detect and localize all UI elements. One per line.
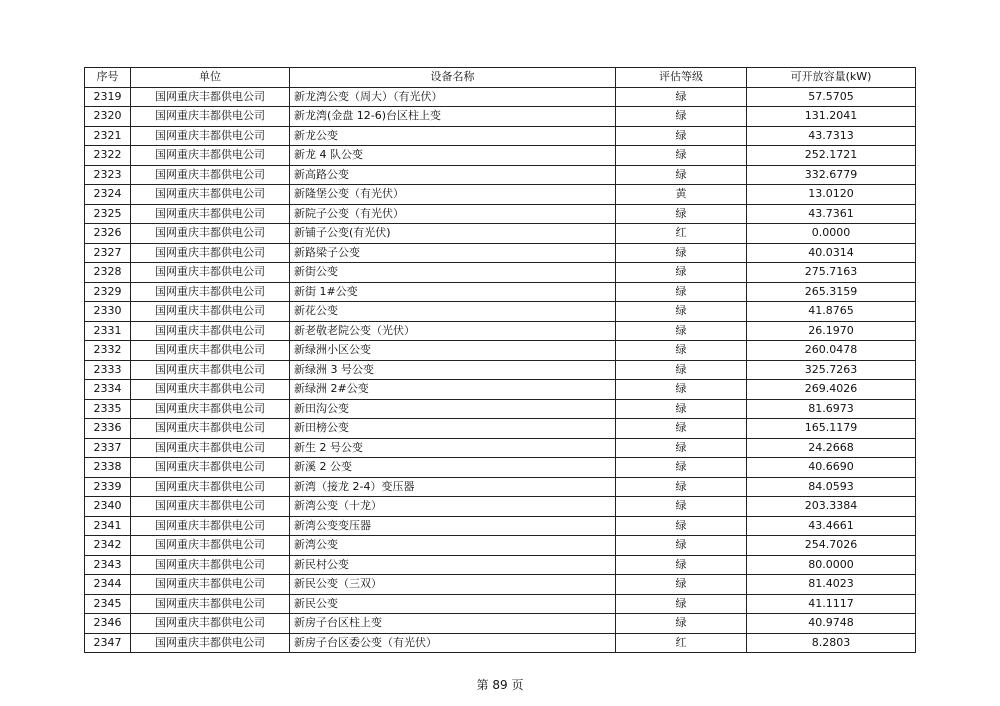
unit-cell: 国网重庆丰都供电公司 [131,107,290,127]
grade-cell: 绿 [616,516,747,536]
unit-cell: 国网重庆丰都供电公司 [131,633,290,653]
serial-no-cell: 2324 [85,185,131,205]
capacity-cell: 40.9748 [747,614,916,634]
grade-cell: 绿 [616,399,747,419]
capacity-cell: 57.5705 [747,87,916,107]
table-row [85,380,916,400]
grade-cell: 绿 [616,126,747,146]
device-name-cell: 新绿洲 3 号公变 [290,360,616,380]
table-row [85,146,916,166]
serial-no-cell: 2343 [85,555,131,575]
device-name-cell: 新田榜公变 [290,419,616,439]
unit-cell: 国网重庆丰都供电公司 [131,165,290,185]
capacity-cell: 84.0593 [747,477,916,497]
grade-cell: 绿 [616,614,747,634]
grade-cell: 绿 [616,87,747,107]
device-name-cell: 新龙公变 [290,126,616,146]
table-row [85,360,916,380]
capacity-cell: 40.6690 [747,458,916,478]
serial-no-cell: 2322 [85,146,131,166]
table-row [85,497,916,517]
table-row [85,87,916,107]
serial-no-cell: 2336 [85,419,131,439]
grade-cell: 绿 [616,204,747,224]
unit-cell: 国网重庆丰都供电公司 [131,341,290,361]
grade-cell: 绿 [616,107,747,127]
table-row [85,107,916,127]
table-row [85,282,916,302]
serial-no-cell: 2323 [85,165,131,185]
unit-cell: 国网重庆丰都供电公司 [131,516,290,536]
serial-no-cell: 2319 [85,87,131,107]
table-row [85,302,916,322]
serial-no-cell: 2338 [85,458,131,478]
serial-no-cell: 2342 [85,536,131,556]
device-name-cell: 新民村公变 [290,555,616,575]
device-name-cell: 新绿洲 2#公变 [290,380,616,400]
unit-cell: 国网重庆丰都供电公司 [131,399,290,419]
device-name-cell: 新路梁子公变 [290,243,616,263]
unit-cell: 国网重庆丰都供电公司 [131,594,290,614]
capacity-cell: 252.1721 [747,146,916,166]
capacity-cell: 269.4026 [747,380,916,400]
table-row [85,321,916,341]
capacity-cell: 13.0120 [747,185,916,205]
capacity-cell: 43.7313 [747,126,916,146]
header-grade: 评估等级 [616,68,747,88]
table-row [85,614,916,634]
grade-cell: 黄 [616,185,747,205]
device-name-cell: 新民公变 [290,594,616,614]
unit-cell: 国网重庆丰都供电公司 [131,438,290,458]
grade-cell: 绿 [616,243,747,263]
serial-no-cell: 2321 [85,126,131,146]
capacity-cell: 41.1117 [747,594,916,614]
table-row [85,399,916,419]
unit-cell: 国网重庆丰都供电公司 [131,185,290,205]
device-name-cell: 新龙湾公变（周大）（有光伏） [290,87,616,107]
serial-no-cell: 2347 [85,633,131,653]
unit-cell: 国网重庆丰都供电公司 [131,146,290,166]
unit-cell: 国网重庆丰都供电公司 [131,360,290,380]
capacity-cell: 265.3159 [747,282,916,302]
device-name-cell: 新湾公变（十龙） [290,497,616,517]
unit-cell: 国网重庆丰都供电公司 [131,536,290,556]
unit-cell: 国网重庆丰都供电公司 [131,614,290,634]
device-name-cell: 新铺子公变(有光伏) [290,224,616,244]
capacity-cell: 81.4023 [747,575,916,595]
capacity-cell: 131.2041 [747,107,916,127]
device-name-cell: 新田沟公变 [290,399,616,419]
grade-cell: 绿 [616,302,747,322]
capacity-cell: 81.6973 [747,399,916,419]
serial-no-cell: 2345 [85,594,131,614]
device-name-cell: 新绿洲小区公变 [290,341,616,361]
device-name-cell: 新老敬老院公变（光伏） [290,321,616,341]
serial-no-cell: 2346 [85,614,131,634]
device-name-cell: 新高路公变 [290,165,616,185]
grade-cell: 绿 [616,165,747,185]
table-row [85,185,916,205]
table-row [85,263,916,283]
table-row [85,126,916,146]
header-unit: 单位 [131,68,290,88]
unit-cell: 国网重庆丰都供电公司 [131,321,290,341]
serial-no-cell: 2326 [85,224,131,244]
table-header-row [85,68,916,88]
unit-cell: 国网重庆丰都供电公司 [131,224,290,244]
unit-cell: 国网重庆丰都供电公司 [131,87,290,107]
grade-cell: 绿 [616,458,747,478]
header-serial-no: 序号 [85,68,131,88]
grade-cell: 绿 [616,555,747,575]
serial-no-cell: 2334 [85,380,131,400]
device-name-cell: 新龙湾(金盘 12-6)台区柱上变 [290,107,616,127]
capacity-cell: 275.7163 [747,263,916,283]
serial-no-cell: 2335 [85,399,131,419]
grade-cell: 绿 [616,263,747,283]
device-name-cell: 新房子台区委公变（有光伏） [290,633,616,653]
header-capacity: 可开放容量(kW) [747,68,916,88]
capacity-cell: 26.1970 [747,321,916,341]
grade-cell: 绿 [616,341,747,361]
serial-no-cell: 2339 [85,477,131,497]
grade-cell: 绿 [616,321,747,341]
capacity-cell: 325.7263 [747,360,916,380]
serial-no-cell: 2333 [85,360,131,380]
serial-no-cell: 2332 [85,341,131,361]
unit-cell: 国网重庆丰都供电公司 [131,243,290,263]
serial-no-cell: 2331 [85,321,131,341]
capacity-cell: 260.0478 [747,341,916,361]
capacity-cell: 332.6779 [747,165,916,185]
grade-cell: 绿 [616,380,747,400]
capacity-cell: 41.8765 [747,302,916,322]
serial-no-cell: 2328 [85,263,131,283]
table-row [85,438,916,458]
device-name-cell: 新街 1#公变 [290,282,616,302]
capacity-cell: 8.2803 [747,633,916,653]
header-device-name: 设备名称 [290,68,616,88]
serial-no-cell: 2344 [85,575,131,595]
capacity-cell: 203.3384 [747,497,916,517]
serial-no-cell: 2325 [85,204,131,224]
table-row [85,536,916,556]
grade-cell: 绿 [616,575,747,595]
table-row [85,458,916,478]
serial-no-cell: 2341 [85,516,131,536]
table-row [85,575,916,595]
serial-no-cell: 2340 [85,497,131,517]
capacity-cell: 0.0000 [747,224,916,244]
capacity-cell: 43.4661 [747,516,916,536]
device-name-cell: 新生 2 号公变 [290,438,616,458]
grade-cell: 红 [616,633,747,653]
table-row [85,419,916,439]
unit-cell: 国网重庆丰都供电公司 [131,282,290,302]
device-name-cell: 新民公变（三双） [290,575,616,595]
capacity-cell: 24.2668 [747,438,916,458]
grade-cell: 绿 [616,594,747,614]
table-row [85,341,916,361]
serial-no-cell: 2329 [85,282,131,302]
capacity-cell: 80.0000 [747,555,916,575]
device-name-cell: 新花公变 [290,302,616,322]
table-body [85,87,916,653]
device-name-cell: 新街公变 [290,263,616,283]
table-row [85,477,916,497]
grade-cell: 红 [616,224,747,244]
grade-cell: 绿 [616,419,747,439]
table-row [85,204,916,224]
device-name-cell: 新房子台区柱上变 [290,614,616,634]
unit-cell: 国网重庆丰都供电公司 [131,126,290,146]
grade-cell: 绿 [616,282,747,302]
device-name-cell: 新龙 4 队公变 [290,146,616,166]
serial-no-cell: 2320 [85,107,131,127]
unit-cell: 国网重庆丰都供电公司 [131,575,290,595]
device-name-cell: 新湾公变变压器 [290,516,616,536]
unit-cell: 国网重庆丰都供电公司 [131,497,290,517]
serial-no-cell: 2330 [85,302,131,322]
device-name-cell: 新隆堡公变（有光伏） [290,185,616,205]
table-row [85,633,916,653]
capacity-cell: 40.0314 [747,243,916,263]
serial-no-cell: 2327 [85,243,131,263]
device-name-cell: 新院子公变（有光伏） [290,204,616,224]
grade-cell: 绿 [616,497,747,517]
grade-cell: 绿 [616,477,747,497]
table-row [85,243,916,263]
unit-cell: 国网重庆丰都供电公司 [131,263,290,283]
table-row [85,165,916,185]
unit-cell: 国网重庆丰都供电公司 [131,555,290,575]
unit-cell: 国网重庆丰都供电公司 [131,458,290,478]
grade-cell: 绿 [616,146,747,166]
device-name-cell: 新溪 2 公变 [290,458,616,478]
grade-cell: 绿 [616,438,747,458]
serial-no-cell: 2337 [85,438,131,458]
table-row [85,555,916,575]
capacity-cell: 254.7026 [747,536,916,556]
unit-cell: 国网重庆丰都供电公司 [131,477,290,497]
unit-cell: 国网重庆丰都供电公司 [131,380,290,400]
unit-cell: 国网重庆丰都供电公司 [131,204,290,224]
table-row [85,594,916,614]
table-row [85,516,916,536]
page-number: 第 89 页 [476,678,524,692]
capacity-table [84,67,916,653]
table-row [85,224,916,244]
unit-cell: 国网重庆丰都供电公司 [131,302,290,322]
grade-cell: 绿 [616,536,747,556]
device-name-cell: 新湾公变 [290,536,616,556]
device-name-cell: 新湾（接龙 2-4）变压器 [290,477,616,497]
grade-cell: 绿 [616,360,747,380]
capacity-cell: 43.7361 [747,204,916,224]
capacity-cell: 165.1179 [747,419,916,439]
unit-cell: 国网重庆丰都供电公司 [131,419,290,439]
